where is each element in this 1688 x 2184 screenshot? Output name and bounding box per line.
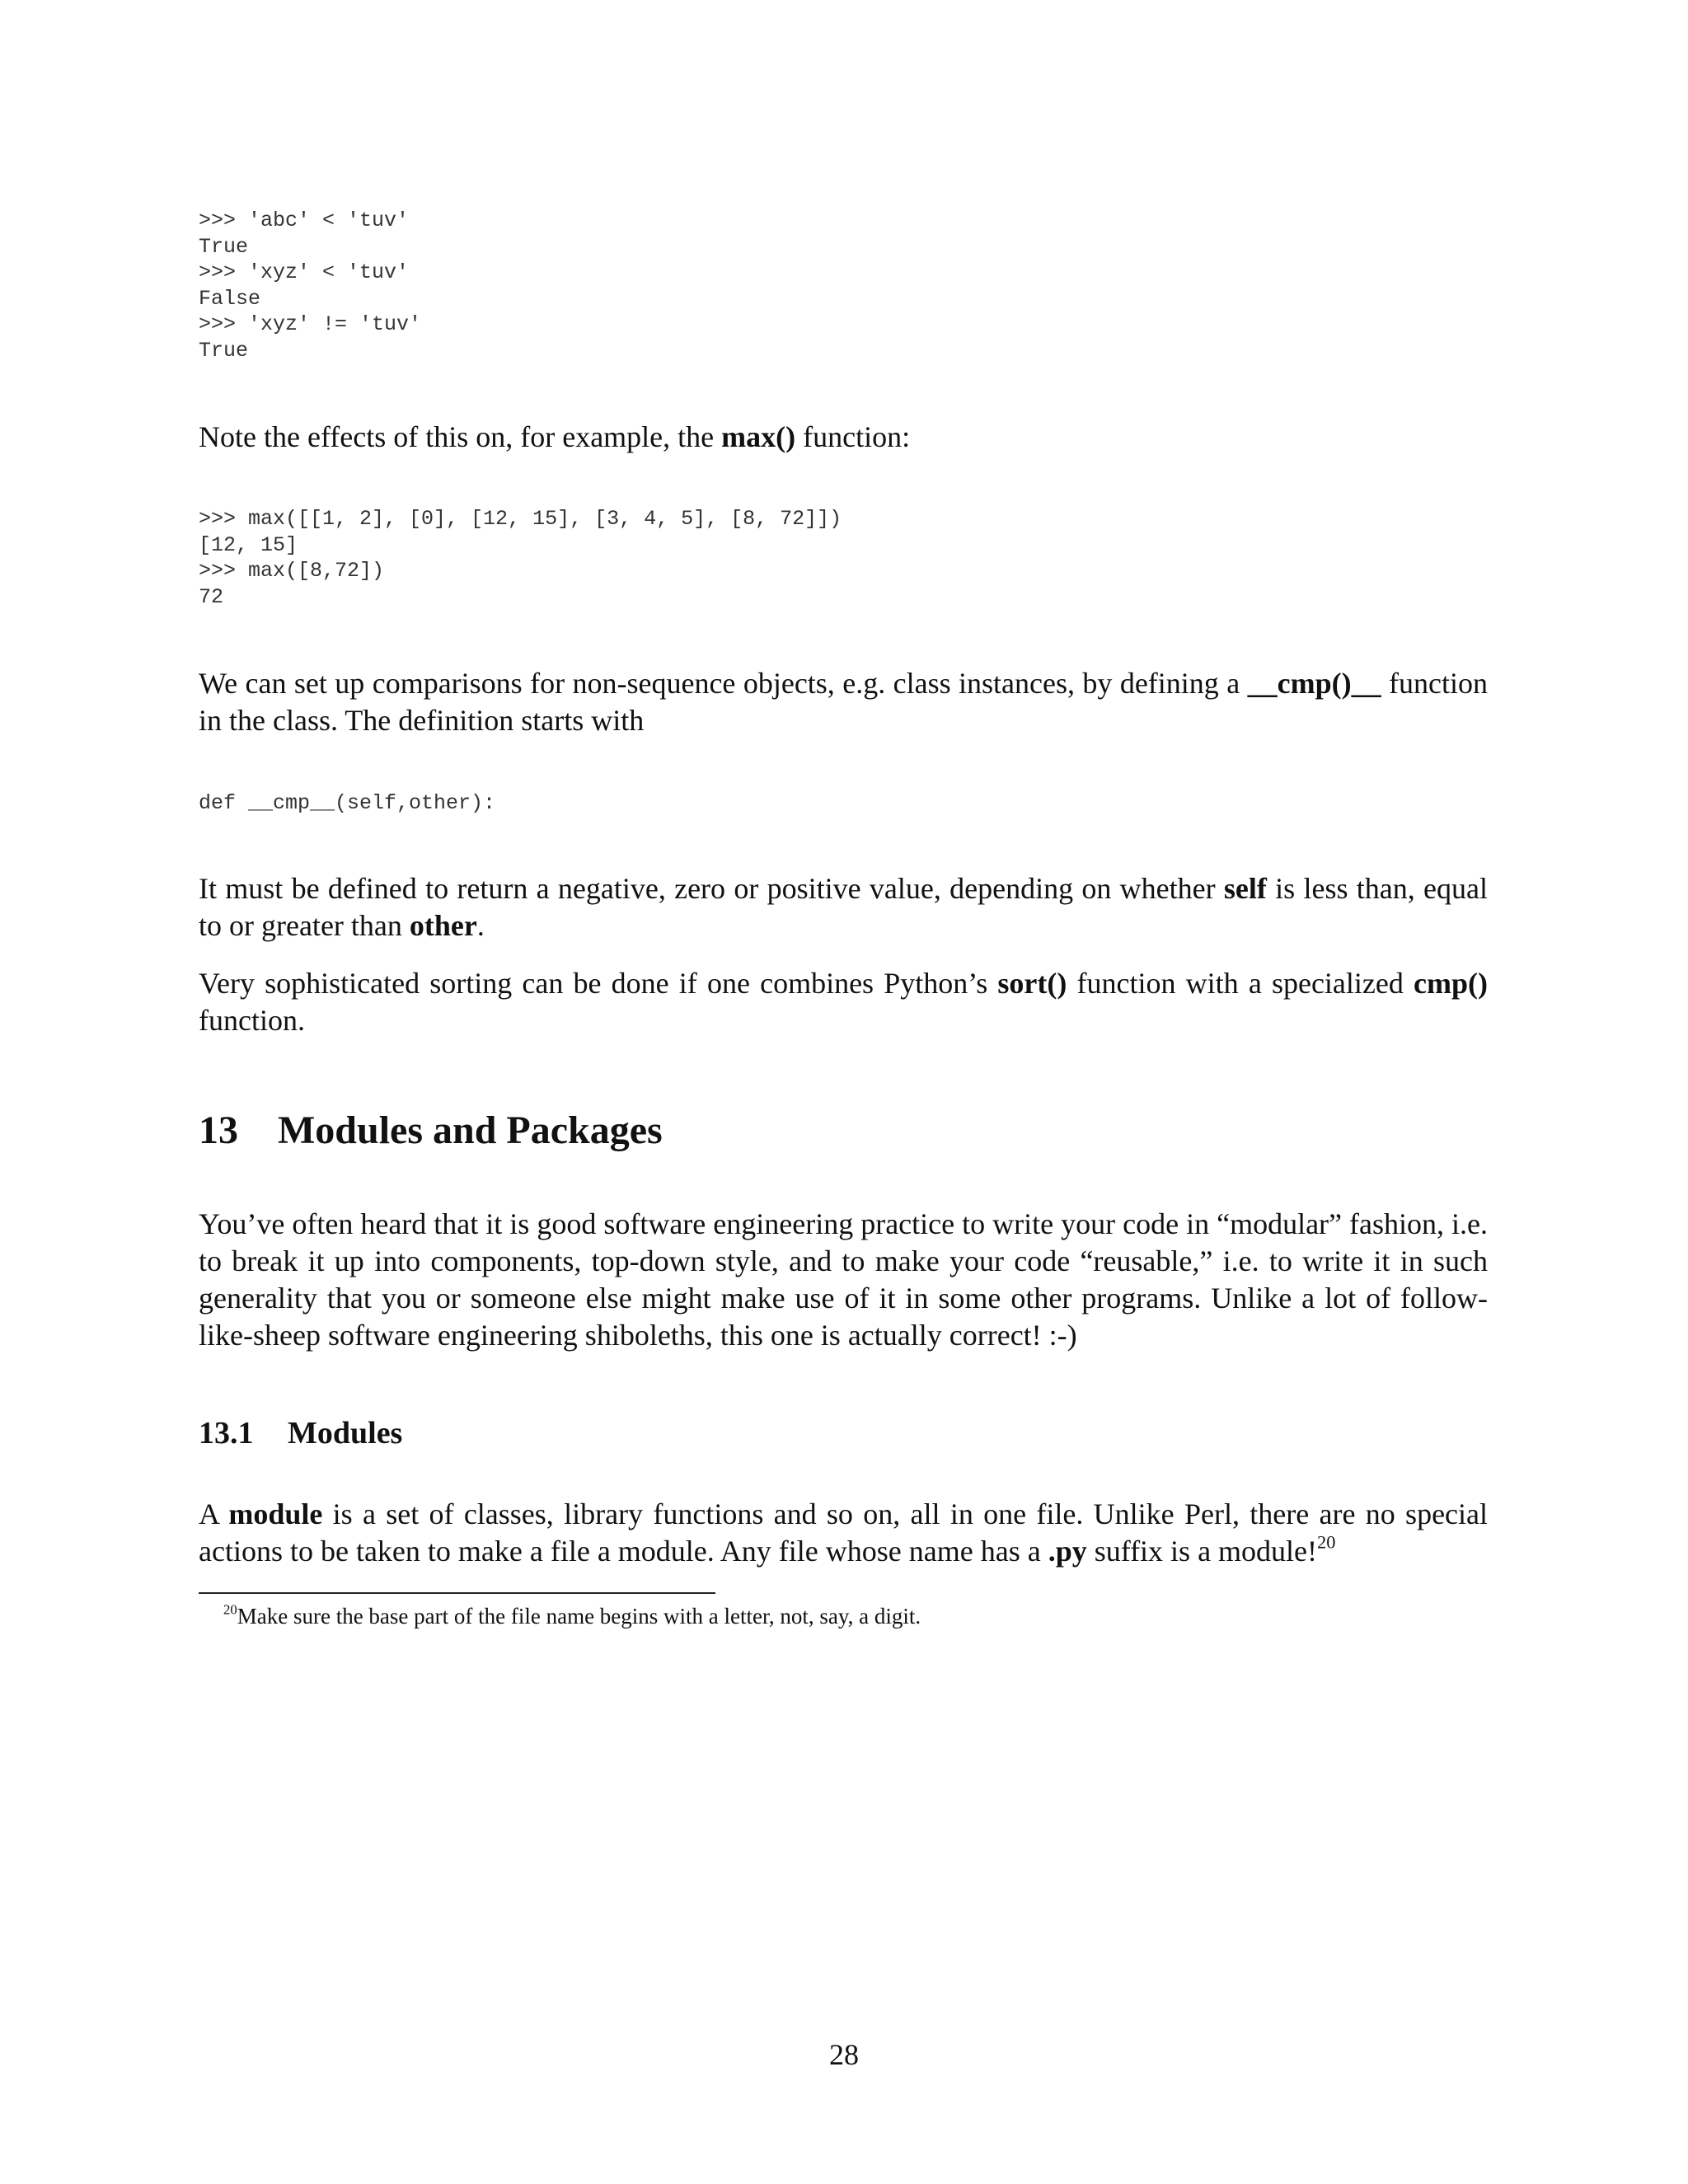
footnote-mark: 20 (223, 1601, 237, 1618)
code-block-cmp-definition (199, 790, 1488, 817)
inline-bold-py: .py (1048, 1535, 1087, 1568)
paragraph-max-note: Note the effects of this on, for example, the max() function: (199, 420, 911, 453)
inline-bold-other: other (409, 909, 477, 942)
code-line: True (199, 234, 249, 259)
code-line: 72 (199, 584, 224, 609)
code-line: >>> max([[1, 2], [0], [12, 15], [3, 4, 5], [8, 72]]) (199, 507, 842, 531)
section-title: Modules and Packages (278, 1108, 663, 1152)
code-line: True (199, 338, 249, 363)
subsection-title: Modules (288, 1416, 403, 1451)
inline-bold-self: self (1223, 872, 1267, 905)
code-line: >>> 'xyz' != 'tuv' (199, 312, 422, 336)
code-line: def __cmp__(self,other): (199, 791, 496, 815)
footnote-reference[interactable]: 20 (1317, 1531, 1336, 1553)
code-block-max-examples (199, 506, 1488, 610)
paragraph-module-definition: A module is a set of classes, library functions and so on, all in one file. Unlike Perl, there are no special actions to be taken to make a file a module. Any file whose name has a .py suffix is a module!$^{20}$ (199, 1497, 1489, 1568)
code-block-string-comparisons (199, 208, 1488, 363)
footnote (199, 1602, 1488, 1630)
paragraph-sorting: Very sophisticated sorting can be done if one combines Python’s sort() function with a specialized cmp() function. (199, 967, 1489, 1037)
subsection-heading-13-1 (199, 1415, 1488, 1451)
code-line: >>> max([8,72]) (199, 559, 385, 583)
subsection-number: 13.1 (199, 1416, 254, 1451)
inline-bold-sort: sort() (997, 967, 1067, 1000)
section-number: 13 (199, 1108, 238, 1152)
section-heading-13 (199, 1108, 1488, 1153)
paragraph-cmp-return: It must be defined to return a negative, zero or positive value, depending on whether self is less than, equal to or greater than other. (199, 872, 1488, 942)
inline-bold-cmp-function: cmp() (1414, 967, 1489, 1000)
code-line: [12, 15] (199, 532, 298, 557)
page-number: 28 (829, 2038, 859, 2071)
code-line: >>> 'abc' < 'tuv' (199, 209, 410, 232)
inline-bold-max: max() (721, 420, 796, 453)
code-line: >>> 'xyz' < 'tuv' (199, 260, 410, 284)
footnote-divider (199, 1592, 715, 1594)
code-line: False (199, 286, 261, 311)
paragraph-cmp-intro: We can set up comparisons for non-sequence objects, e.g. class instances, by defining a __cmp()__ function in the class. The definition starts with (199, 667, 1488, 737)
paragraph-modular: You’ve often heard that it is good software engineering practice to write your code in “modular” fashion, i.e. to break it up into components, top-down style, and to make your code “reusable,” i.e. to write it in such generality that you or someone else might make use of it in some other programs. Unlike a lot of follow-like-sheep software engineering shiboleths, this one is actually correct! :-) (199, 1207, 1488, 1352)
footnote-text: Make sure the base part of the file name begins with a letter, not, say, a digit. (237, 1604, 921, 1629)
inline-bold-module: module (228, 1497, 323, 1530)
inline-bold-cmp: __cmp()__ (1247, 667, 1381, 700)
